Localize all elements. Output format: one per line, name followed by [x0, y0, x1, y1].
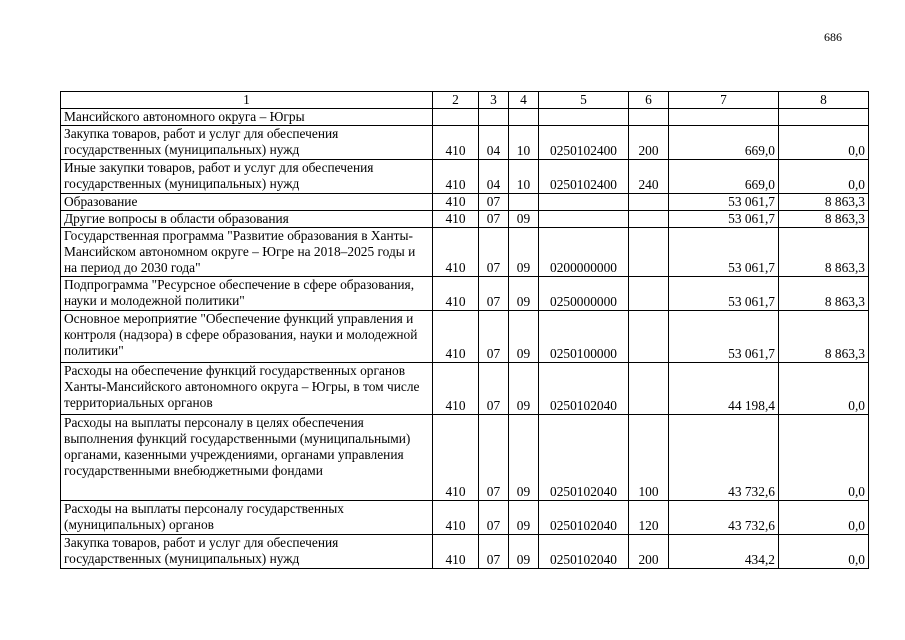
- cell-subsection: [509, 109, 539, 126]
- cell-amount: 43 732,6: [669, 415, 779, 501]
- row-name: Образование: [61, 194, 433, 211]
- column-header-7: 7: [669, 92, 779, 109]
- column-header-6: 6: [629, 92, 669, 109]
- cell-ministry: 410: [433, 415, 479, 501]
- row-name: Расходы на обеспечение функций государственных органов Ханты-Мансийского автономного округа – Югры, в том числе территориальных органов: [61, 363, 433, 415]
- cell-expense-type: [629, 211, 669, 228]
- cell-amount-2: [779, 109, 869, 126]
- cell-target-code: 0250102040: [539, 363, 629, 415]
- cell-amount-2: 8 863,3: [779, 311, 869, 363]
- cell-subsection: 10: [509, 126, 539, 160]
- cell-section: 07: [479, 211, 509, 228]
- cell-amount-2: 8 863,3: [779, 211, 869, 228]
- cell-target-code: [539, 109, 629, 126]
- cell-ministry: 410: [433, 160, 479, 194]
- cell-target-code: 0250102400: [539, 126, 629, 160]
- cell-amount-2: 8 863,3: [779, 228, 869, 277]
- table-row: [61, 211, 869, 228]
- cell-target-code: 0200000000: [539, 228, 629, 277]
- cell-amount-2: 8 863,3: [779, 277, 869, 311]
- column-header-2: 2: [433, 92, 479, 109]
- cell-subsection: 09: [509, 363, 539, 415]
- row-name: Закупка товаров, работ и услуг для обеспечения государственных (муниципальных) нужд: [61, 535, 433, 569]
- cell-target-code: 0250100000: [539, 311, 629, 363]
- cell-target-code: [539, 194, 629, 211]
- row-name: Мансийского автономного округа – Югры: [61, 109, 433, 126]
- row-name: Основное мероприятие "Обеспечение функций управления и контроля (надзора) в сфере образования, науки и молодежной политики": [61, 311, 433, 363]
- cell-ministry: 410: [433, 501, 479, 535]
- cell-amount: 53 061,7: [669, 194, 779, 211]
- cell-expense-type: [629, 311, 669, 363]
- cell-ministry: 410: [433, 311, 479, 363]
- page-number: 686: [824, 30, 842, 44]
- cell-amount: 53 061,7: [669, 211, 779, 228]
- row-name: Расходы на выплаты персоналу в целях обеспечения выполнения функций государственными (муниципальными) органами, казенными учреждениями, органами управления государственными внебюджетными фондами: [61, 415, 433, 501]
- column-header-5: 5: [539, 92, 629, 109]
- cell-ministry: 410: [433, 126, 479, 160]
- cell-subsection: 09: [509, 501, 539, 535]
- cell-target-code: 0250102040: [539, 501, 629, 535]
- cell-amount-2: 0,0: [779, 415, 869, 501]
- table-row: [61, 535, 869, 569]
- cell-amount: 43 732,6: [669, 501, 779, 535]
- cell-amount: 53 061,7: [669, 311, 779, 363]
- cell-expense-type: 100: [629, 415, 669, 501]
- cell-target-code: 0250102400: [539, 160, 629, 194]
- cell-subsection: 09: [509, 415, 539, 501]
- cell-subsection: [509, 194, 539, 211]
- cell-section: 07: [479, 363, 509, 415]
- cell-subsection: 09: [509, 277, 539, 311]
- row-name: Государственная программа "Развитие образования в Ханты-Мансийском автономном округе – Югре на 2018–2025 годы и на период до 2030 года": [61, 228, 433, 277]
- cell-ministry: 410: [433, 363, 479, 415]
- cell-ministry: 410: [433, 194, 479, 211]
- table-row: [61, 160, 869, 194]
- cell-ministry: [433, 109, 479, 126]
- row-name: Другие вопросы в области образования: [61, 211, 433, 228]
- cell-expense-type: [629, 194, 669, 211]
- cell-section: 07: [479, 194, 509, 211]
- cell-expense-type: 200: [629, 126, 669, 160]
- cell-expense-type: 120: [629, 501, 669, 535]
- cell-ministry: 410: [433, 211, 479, 228]
- cell-amount-2: 8 863,3: [779, 194, 869, 211]
- cell-amount: 434,2: [669, 535, 779, 569]
- row-name: Закупка товаров, работ и услуг для обеспечения государственных (муниципальных) нужд: [61, 126, 433, 160]
- table-row: [61, 311, 869, 363]
- column-header-3: 3: [479, 92, 509, 109]
- table-row: [61, 126, 869, 160]
- cell-expense-type: [629, 228, 669, 277]
- cell-section: 07: [479, 535, 509, 569]
- table-row: [61, 228, 869, 277]
- table-row: [61, 277, 869, 311]
- cell-amount: 44 198,4: [669, 363, 779, 415]
- cell-ministry: 410: [433, 277, 479, 311]
- cell-target-code: [539, 211, 629, 228]
- column-header-4: 4: [509, 92, 539, 109]
- cell-subsection: 09: [509, 535, 539, 569]
- cell-subsection: 10: [509, 160, 539, 194]
- cell-target-code: 0250102040: [539, 415, 629, 501]
- cell-amount: 53 061,7: [669, 228, 779, 277]
- column-header-8: 8: [779, 92, 869, 109]
- cell-expense-type: 240: [629, 160, 669, 194]
- cell-section: 07: [479, 501, 509, 535]
- cell-section: 07: [479, 277, 509, 311]
- cell-expense-type: [629, 109, 669, 126]
- table-row: [61, 501, 869, 535]
- cell-ministry: 410: [433, 228, 479, 277]
- cell-amount-2: 0,0: [779, 160, 869, 194]
- cell-subsection: 09: [509, 311, 539, 363]
- cell-section: [479, 109, 509, 126]
- cell-amount: 669,0: [669, 126, 779, 160]
- cell-section: 04: [479, 160, 509, 194]
- cell-target-code: 0250000000: [539, 277, 629, 311]
- cell-expense-type: [629, 363, 669, 415]
- cell-section: 07: [479, 415, 509, 501]
- table-row: [61, 109, 869, 126]
- cell-subsection: 09: [509, 228, 539, 277]
- header-row: [61, 92, 869, 109]
- cell-section: 07: [479, 228, 509, 277]
- cell-expense-type: 200: [629, 535, 669, 569]
- cell-ministry: 410: [433, 535, 479, 569]
- row-name: Иные закупки товаров, работ и услуг для обеспечения государственных (муниципальных) нужд: [61, 160, 433, 194]
- table-row: [61, 415, 869, 501]
- cell-amount: 669,0: [669, 160, 779, 194]
- table-row: [61, 194, 869, 211]
- cell-expense-type: [629, 277, 669, 311]
- cell-section: 07: [479, 311, 509, 363]
- cell-section: 04: [479, 126, 509, 160]
- cell-amount-2: 0,0: [779, 126, 869, 160]
- budget-table: [60, 91, 869, 569]
- cell-target-code: 0250102040: [539, 535, 629, 569]
- cell-amount-2: 0,0: [779, 501, 869, 535]
- cell-amount-2: 0,0: [779, 535, 869, 569]
- row-name: Расходы на выплаты персоналу государственных (муниципальных) органов: [61, 501, 433, 535]
- table-row: [61, 363, 869, 415]
- cell-amount: [669, 109, 779, 126]
- cell-amount-2: 0,0: [779, 363, 869, 415]
- cell-amount: 53 061,7: [669, 277, 779, 311]
- column-header-1: 1: [61, 92, 433, 109]
- cell-subsection: 09: [509, 211, 539, 228]
- row-name: Подпрограмма "Ресурсное обеспечение в сфере образования, науки и молодежной политики": [61, 277, 433, 311]
